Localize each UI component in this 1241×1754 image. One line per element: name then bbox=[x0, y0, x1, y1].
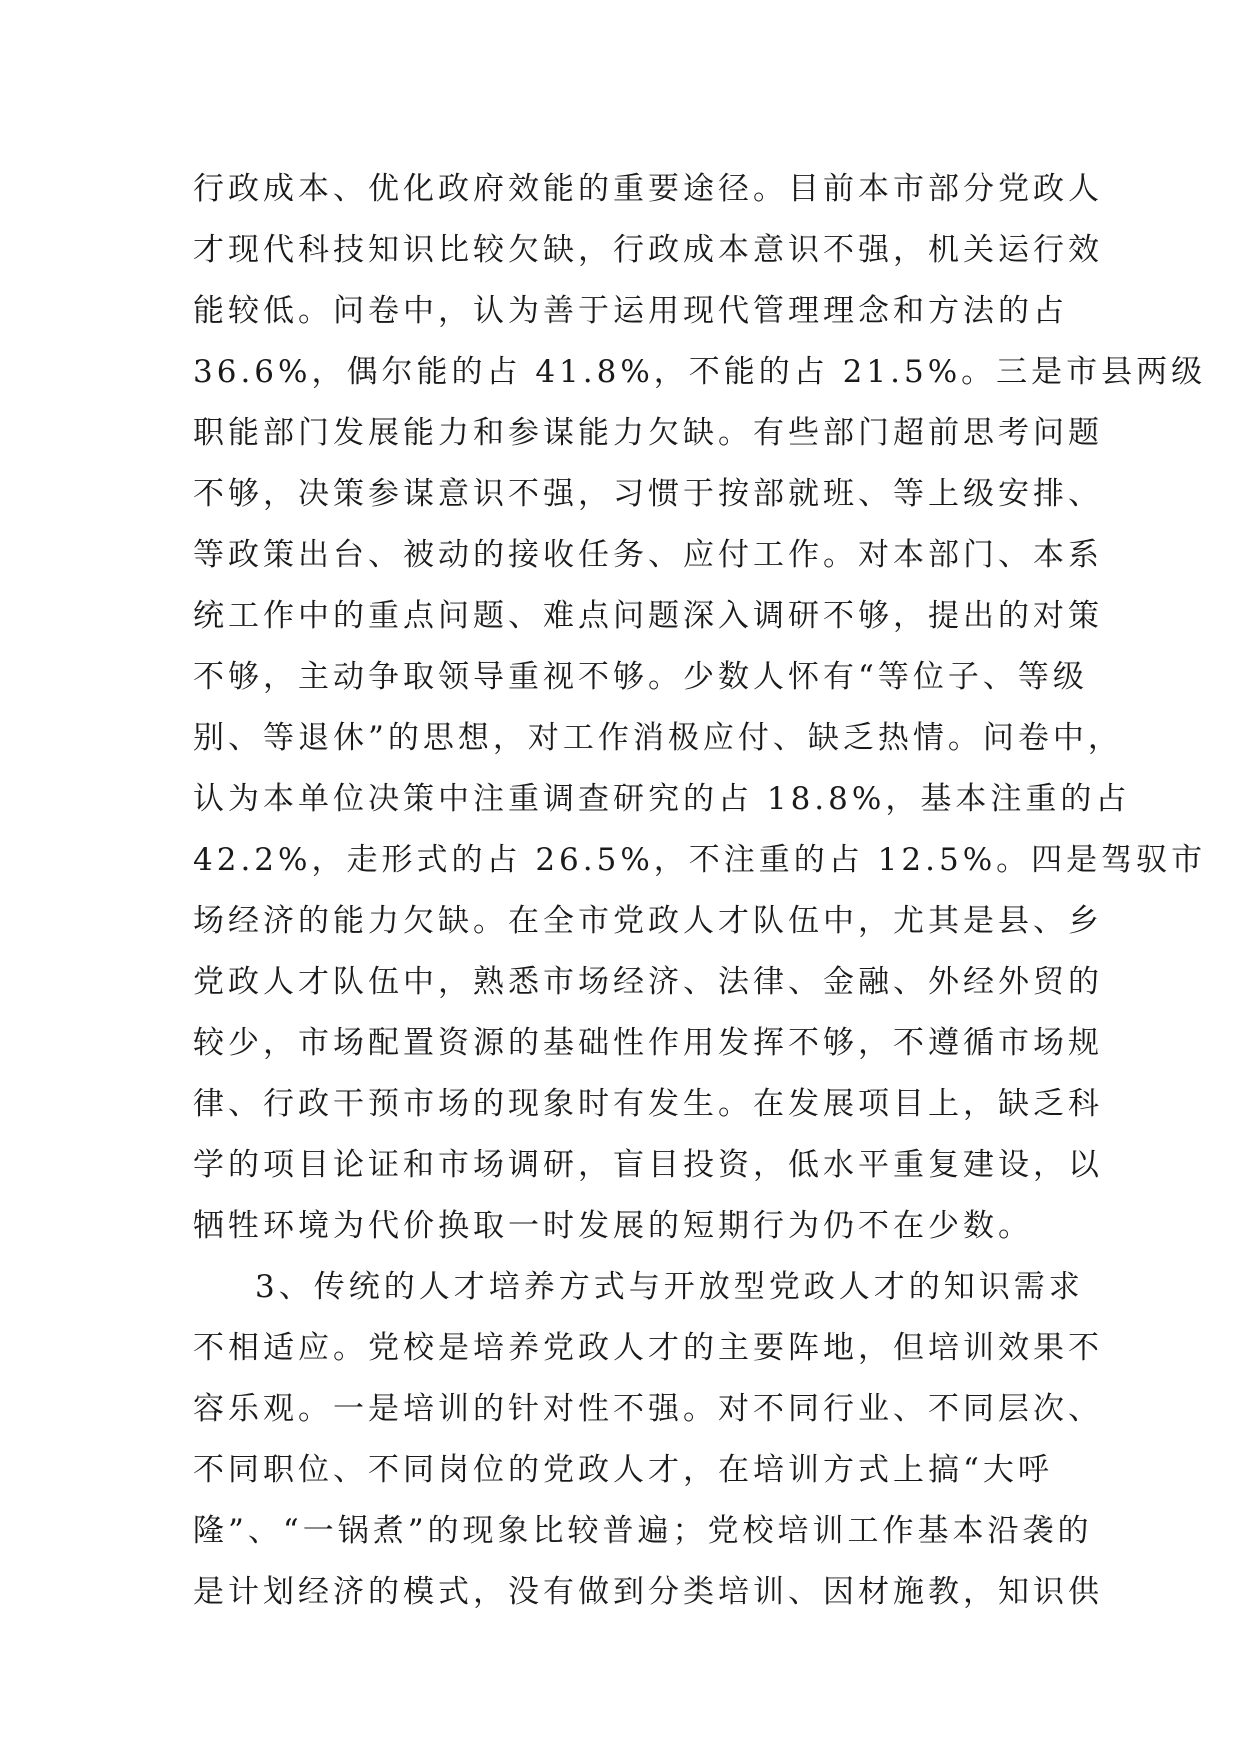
text-line: 牺牲环境为代价换取一时发展的短期行为仍不在少数。 bbox=[193, 1208, 1033, 1244]
text-line: 职能部门发展能力和参谋能力欠缺。有些部门超前思考问题 bbox=[193, 415, 1103, 451]
text-line: 是计划经济的模式，没有做到分类培训、因材施教，知识供 bbox=[193, 1574, 1103, 1610]
text-line: 容乐观。一是培训的针对性不强。对不同行业、不同层次、 bbox=[193, 1391, 1103, 1427]
text-line: 不相适应。党校是培养党政人才的主要阵地，但培训效果不 bbox=[193, 1330, 1103, 1366]
text-line: 场经济的能力欠缺。在全市党政人才队伍中，尤其是县、乡 bbox=[193, 903, 1103, 939]
text-line: 不够，决策参谋意识不强，习惯于按部就班、等上级安排、 bbox=[193, 476, 1103, 512]
text-line: 律、行政干预市场的现象时有发生。在发展项目上，缺乏科 bbox=[193, 1086, 1103, 1122]
text-line: 隆”、“一锅煮”的现象比较普遍；党校培训工作基本沿袭的 bbox=[193, 1513, 1093, 1549]
text-line: 能较低。问卷中，认为善于运用现代管理理念和方法的占 bbox=[193, 293, 1068, 329]
text-line: 不够，主动争取领导重视不够。少数人怀有“等位子、等级 bbox=[193, 659, 1088, 695]
text-line: 学的项目论证和市场调研，盲目投资，低水平重复建设，以 bbox=[193, 1147, 1103, 1183]
text-line: 3、传统的人才培养方式与开放型党政人才的知识需求 bbox=[255, 1269, 1084, 1305]
body-text bbox=[193, 159, 1207, 1623]
text-line: 较少，市场配置资源的基础性作用发挥不够，不遵循市场规 bbox=[193, 1025, 1103, 1061]
text-line: 党政人才队伍中，熟悉市场经济、法律、金融、外经外贸的 bbox=[193, 964, 1103, 1000]
text-line: 行政成本、优化政府效能的重要途径。目前本市部分党政人 bbox=[193, 171, 1103, 207]
text-line: 才现代科技知识比较欠缺，行政成本意识不强，机关运行效 bbox=[193, 232, 1103, 268]
text-line: 别、等退休”的思想，对工作消极应付、缺乏热情。问卷中， bbox=[193, 720, 1123, 756]
text-line: 认为本单位决策中注重调查研究的占 18.8%，基本注重的占 bbox=[193, 781, 1131, 817]
text-line: 统工作中的重点问题、难点问题深入调研不够，提出的对策 bbox=[193, 598, 1103, 634]
text-line: 42.2%，走形式的占 26.5%，不注重的占 12.5%。四是驾驭市 bbox=[193, 842, 1207, 878]
text-line: 等政策出台、被动的接收任务、应付工作。对本部门、本系 bbox=[193, 537, 1103, 573]
text-line: 36.6%，偶尔能的占 41.8%，不能的占 21.5%。三是市县两级 bbox=[193, 354, 1207, 390]
text-line: 不同职位、不同岗位的党政人才，在培训方式上搞“大呼 bbox=[193, 1452, 1053, 1488]
